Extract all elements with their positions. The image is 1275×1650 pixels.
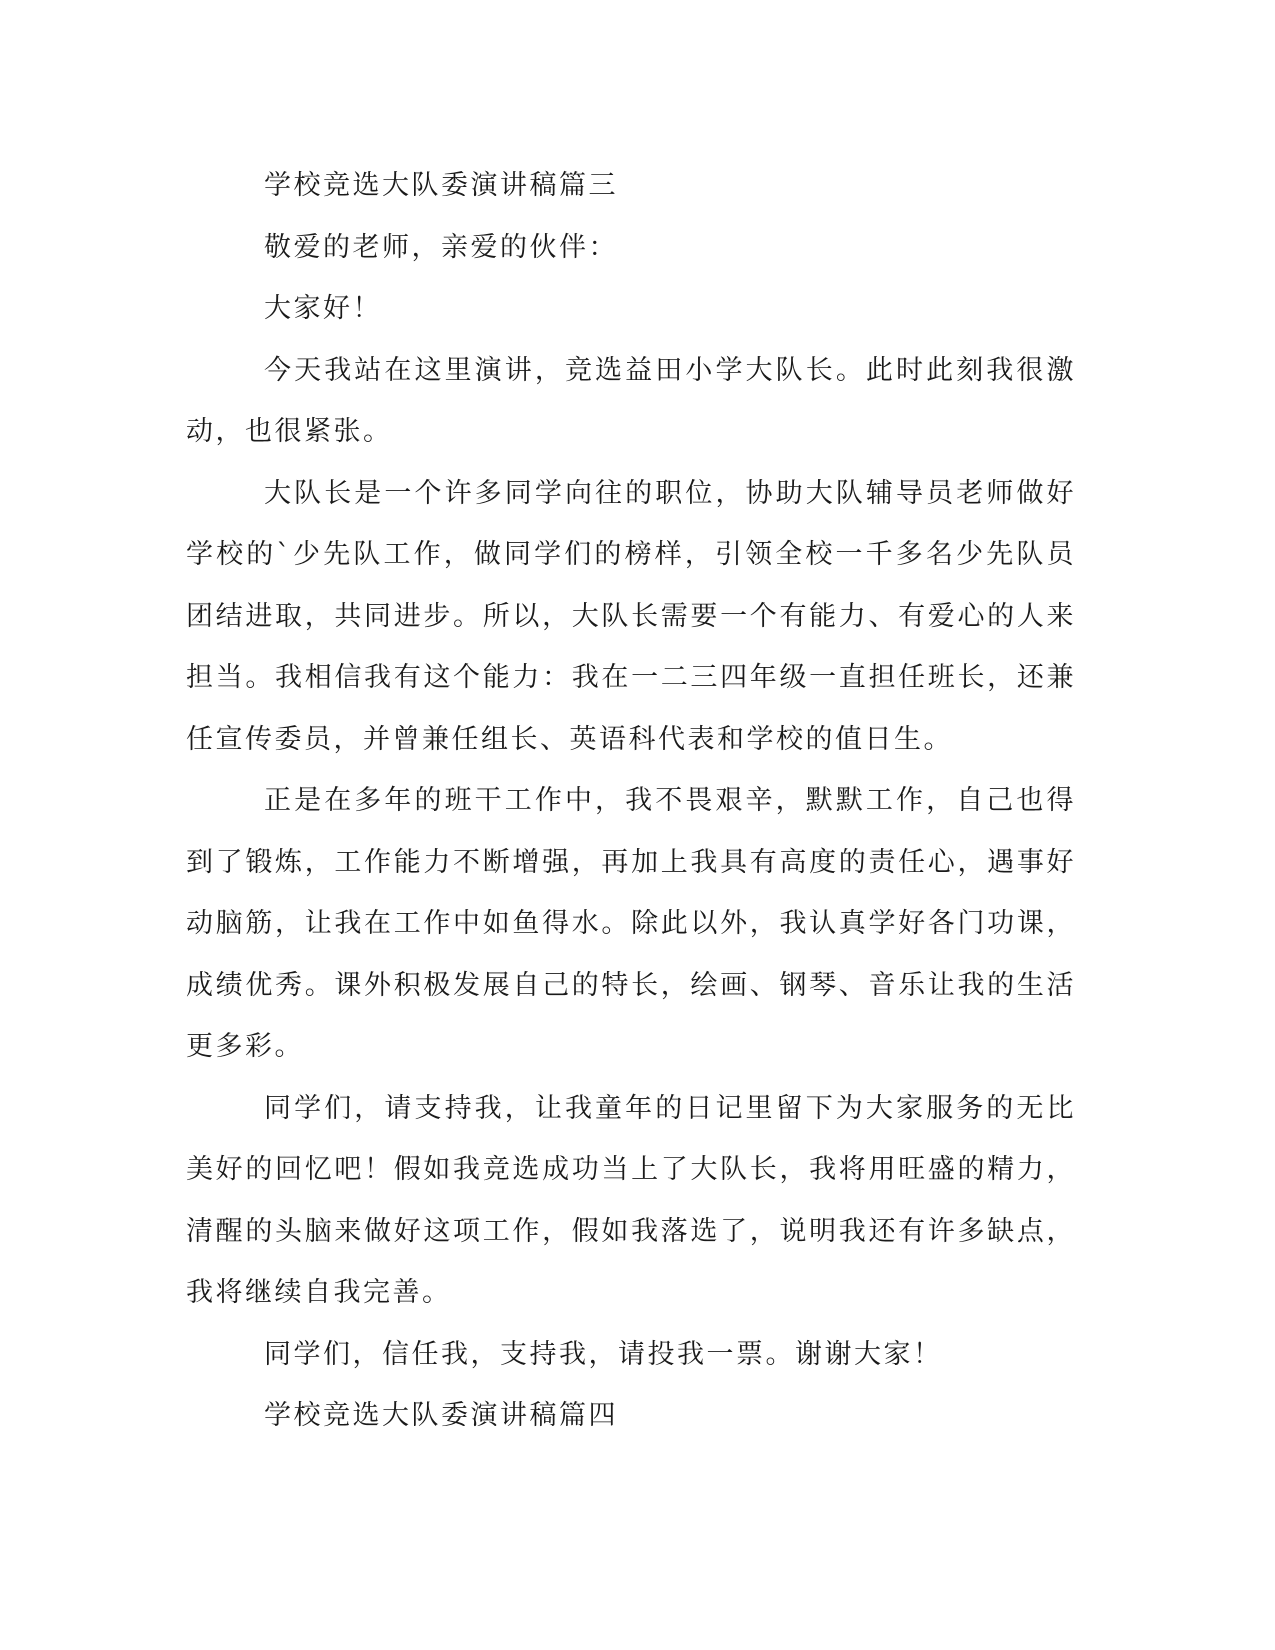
closing-line: 同学们，信任我，支持我，请投我一票。谢谢大家！ xyxy=(264,1338,943,1370)
salutation: 敬爱的老师，亲爱的伙伴： xyxy=(264,231,618,263)
document-body xyxy=(186,155,1076,1447)
section-heading-4: 学校竞选大队委演讲稿篇四 xyxy=(264,1400,618,1431)
paragraph-intro: 今天我站在这里演讲，竞选益田小学大队长。此时此刻我很激动，也很紧张。 xyxy=(186,354,1076,447)
greeting: 大家好！ xyxy=(264,293,382,324)
paragraph-experience: 正是在多年的班干工作中，我不畏艰辛，默默工作，自己也得到了锻炼，工作能力不断增强，再加上我具有高度的责任心，遇事好动脑筋，让我在工作中如鱼得水。除此以外，我认真学好各门功课，成绩优秀。课外积极发展自己的特长，绘画、钢琴、音乐让我的生活更多彩。 xyxy=(186,785,1076,1062)
section-heading-3: 学校竞选大队委演讲稿篇三 xyxy=(264,170,618,201)
paragraph-appeal: 同学们，请支持我，让我童年的日记里留下为大家服务的无比美好的回忆吧！假如我竞选成功当上了大队长，我将用旺盛的精力，清醒的头脑来做好这项工作，假如我落选了，说明我还有许多缺点，我将继续自我完善。 xyxy=(186,1092,1076,1308)
paragraph-role: 大队长是一个许多同学向往的职位，协助大队辅导员老师做好学校的`少先队工作，做同学们的榜样，引领全校一千多名少先队员团结进取，共同进步。所以，大队长需要一个有能力、有爱心的人来担当。我相信我有这个能力：我在一二三四年级一直担任班长，还兼任宣传委员，并曾兼任组长、英语科代表和学校的值日生。 xyxy=(186,477,1076,755)
